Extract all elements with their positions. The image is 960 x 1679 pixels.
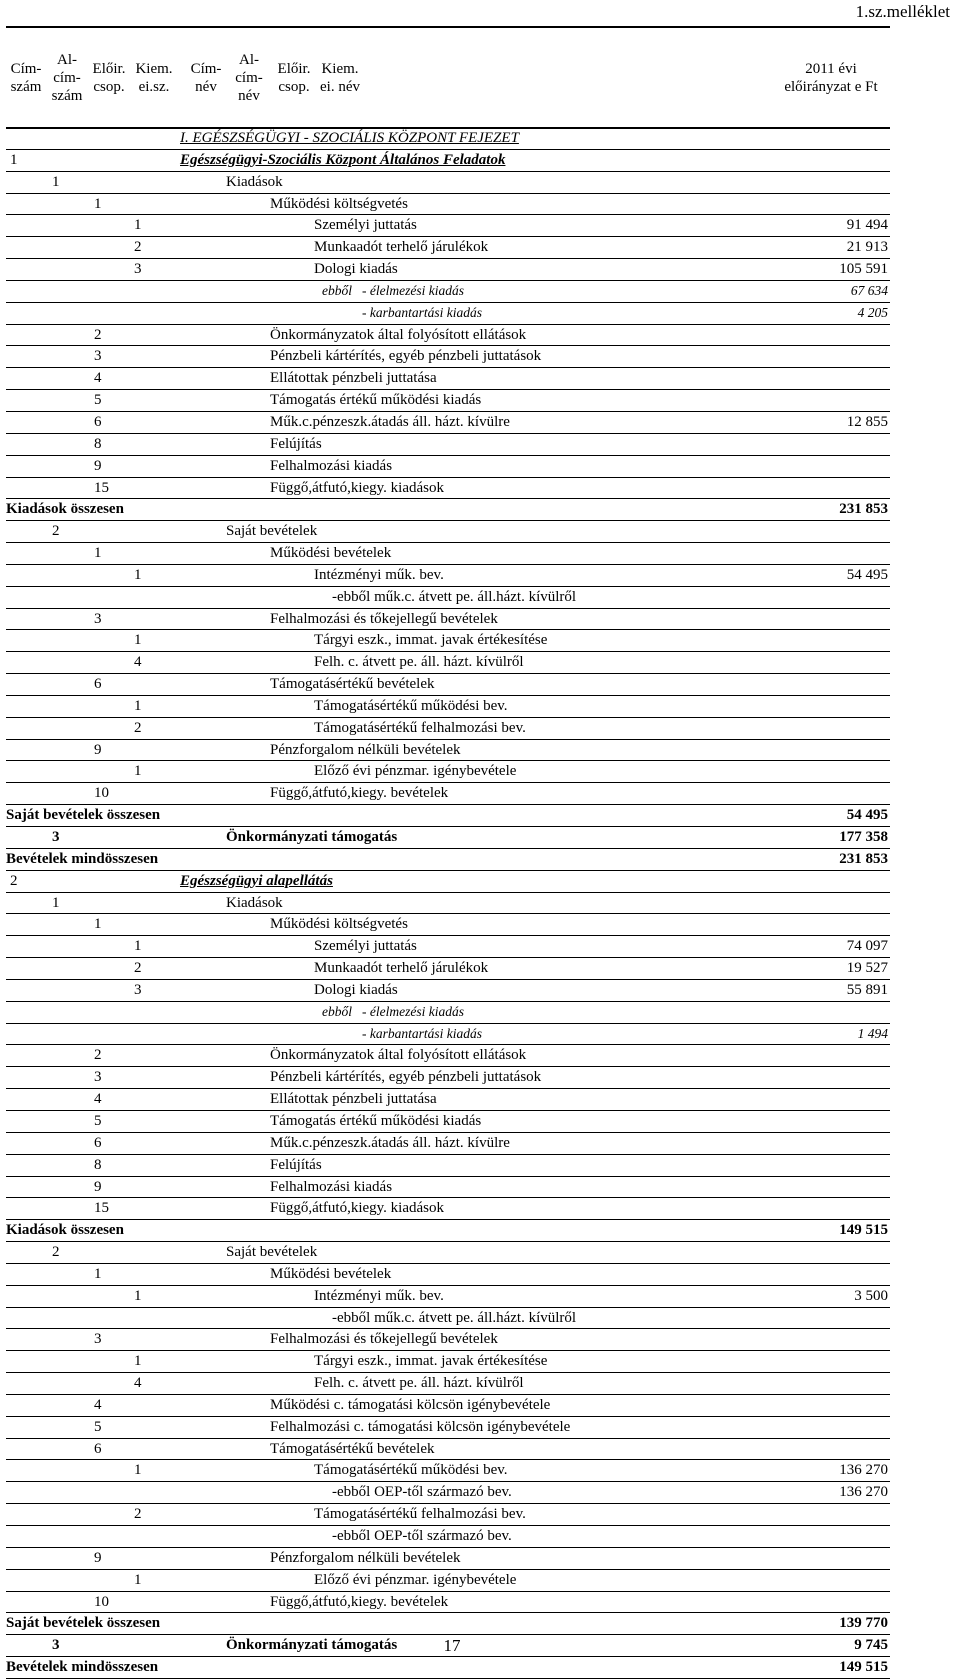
row-number: 1 [94, 916, 102, 933]
row-amount: 177 358 [839, 829, 888, 845]
row-number: 6 [94, 1134, 102, 1151]
row-label: Tárgyi eszk., immat. javak értékesítése [314, 1353, 548, 1370]
row-amount: 136 270 [839, 1484, 888, 1501]
table-row [6, 543, 890, 565]
row-number: 3 [134, 981, 142, 998]
row-amount: 91 494 [846, 217, 888, 234]
table-row [6, 1592, 890, 1614]
row-label: Támogatásértékű működési bev. [314, 697, 508, 714]
table-row [6, 1329, 890, 1351]
row-number: 1 [134, 1353, 142, 1370]
row-label: Pénzforgalom nélküli bevételek [270, 1549, 461, 1566]
table-row [6, 980, 890, 1002]
row-label: Felhalmozási c. támogatási kölcsön igénybevétele [270, 1418, 571, 1435]
table-header [6, 26, 890, 129]
row-label: Felh. c. átvett pe. áll. házt. kívülről [314, 1375, 524, 1392]
row-label: Támogatásértékű bevételek [270, 676, 435, 693]
row-label: Felújítás [270, 435, 322, 452]
row-number: 1 [52, 173, 60, 190]
row-number: 1 [134, 1462, 142, 1479]
table-row [6, 1198, 890, 1220]
row-number: 9 [94, 457, 102, 474]
row-label: Pénzforgalom nélküli bevételek [270, 741, 461, 758]
row-label: Önkormányzati támogatás [226, 829, 398, 845]
table-row [6, 128, 890, 150]
row-number: 3 [94, 1069, 102, 1086]
table-row [6, 1155, 890, 1177]
row-amount: 55 891 [846, 981, 888, 998]
header-kiem-ei-nev: Kiem. ei. név [320, 60, 360, 95]
row-number: 15 [94, 479, 109, 496]
row-label: Intézményi műk. bev. [314, 566, 444, 583]
table-row [6, 259, 890, 281]
table-row [6, 1613, 890, 1635]
table-row [6, 1526, 890, 1548]
row-label: - élelmezési kiadás [362, 1003, 464, 1019]
row-number: 3 [94, 348, 102, 365]
row-number: 3 [52, 829, 60, 845]
table-row [6, 1177, 890, 1199]
row-number: 1 [134, 697, 142, 714]
row-label: Függő,átfutó,kiegy. bevételek [270, 785, 449, 802]
row-amount: 54 495 [846, 566, 888, 583]
row-number: 6 [94, 676, 102, 693]
budget-rows [6, 128, 890, 1679]
row-label: Saját bevételek [226, 1244, 318, 1261]
row-number: 9 [94, 1178, 102, 1195]
table-row [6, 674, 890, 696]
row-label: Pénzbeli kártérítés, egyéb pénzbeli juttatások [270, 1069, 542, 1086]
row-label: Működési bevételek [270, 545, 392, 562]
row-label: Működési költségvetés [270, 195, 408, 212]
row-number: 1 [52, 894, 60, 911]
table-row [6, 1417, 890, 1439]
row-label: Bevételek mindösszesen [6, 1659, 159, 1676]
table-row [6, 849, 890, 871]
row-amount: 4 205 [857, 304, 888, 320]
row-label: I. EGÉSZSÉGÜGYI - SZOCIÁLIS KÖZPONT FEJEZET [180, 130, 519, 146]
row-label: Pénzbeli kártérítés, egyéb pénzbeli juttatások [270, 348, 542, 365]
row-label: Munkaadót terhelő járulékok [314, 239, 489, 256]
row-label: Kiadások [226, 894, 283, 911]
annex-label: 1.sz.melléklet [855, 2, 950, 21]
table-row [6, 1308, 890, 1330]
row-number: 3 [94, 610, 102, 627]
table-row [6, 1089, 890, 1111]
row-prefix: ebből [322, 1003, 352, 1019]
table-row [6, 1373, 890, 1395]
row-label: Támogatás értékű működési kiadás [270, 392, 482, 409]
table-row [6, 325, 890, 347]
table-row [6, 696, 890, 718]
table-row [6, 958, 890, 980]
row-label: Műk.c.pénzeszk.átadás áll. házt. kívülre [270, 413, 510, 430]
row-number: 2 [52, 523, 60, 540]
row-label: Működési c. támogatási kölcsön igénybevétele [270, 1396, 551, 1413]
header-eloir-csop: Előir. csop. [92, 60, 126, 95]
row-label: - karbantartási kiadás [362, 1025, 482, 1041]
row-label: Saját bevételek összesen [6, 807, 161, 824]
row-number: 2 [134, 719, 142, 736]
row-amount: 105 591 [839, 261, 888, 278]
row-number: 2 [94, 1047, 102, 1064]
table-row [6, 412, 890, 434]
row-label: Dologi kiadás [314, 981, 398, 998]
table-row [6, 609, 890, 631]
header-alcim-szam: Al-cím-szám [51, 51, 83, 104]
row-number: 1 [134, 938, 142, 955]
table-row [6, 303, 890, 325]
row-label: Önkormányzati támogatás [226, 1637, 398, 1654]
row-number: 3 [52, 1637, 60, 1654]
row-label: Kiadások összesen [6, 501, 124, 518]
table-row [6, 281, 890, 303]
row-amount: 67 634 [850, 282, 888, 298]
row-label: Személyi juttatás [314, 217, 417, 234]
row-label: Kiadások [226, 173, 283, 190]
row-amount: 1 494 [857, 1025, 888, 1041]
row-number: 4 [134, 654, 142, 671]
row-label: Önkormányzatok által folyósított ellátások [270, 326, 527, 343]
row-prefix: ebből [322, 282, 352, 298]
row-label: Munkaadót terhelő járulékok [314, 960, 489, 977]
row-amount: 136 270 [839, 1462, 888, 1479]
row-number: 4 [94, 1396, 102, 1413]
row-number: 10 [94, 1593, 109, 1610]
row-number: 1 [134, 632, 142, 649]
table-row [6, 827, 890, 849]
row-number: 2 [134, 960, 142, 977]
row-label: Felhalmozási kiadás [270, 1178, 393, 1195]
row-number: 1 [134, 763, 142, 780]
row-label: Támogatásértékű felhalmozási bev. [314, 1506, 526, 1523]
row-number: 2 [94, 326, 102, 343]
table-row [6, 565, 890, 587]
header-alcim-nev: Al-cím-név [235, 51, 263, 104]
row-number: 6 [94, 1440, 102, 1457]
table-row [6, 761, 890, 783]
table-row [6, 215, 890, 237]
row-label: Működési költségvetés [270, 916, 408, 933]
table-row [6, 1045, 890, 1067]
header-kiem-ei-sz: Kiem. ei.sz. [135, 60, 173, 95]
row-amount: 3 500 [854, 1287, 888, 1304]
table-row [6, 1657, 890, 1679]
row-number: 9 [94, 1549, 102, 1566]
table-row [6, 1133, 890, 1155]
row-label: Függő,átfutó,kiegy. kiadások [270, 479, 445, 496]
row-number: 10 [94, 785, 109, 802]
row-label: Intézményi műk. bev. [314, 1287, 444, 1304]
row-number: 8 [94, 435, 102, 452]
row-label: Egészségügyi-Szociális Központ Általános Feladatok [180, 151, 506, 168]
table-row [6, 194, 890, 216]
row-label: Bevételek mindösszesen [6, 850, 159, 867]
row-number: 9 [94, 741, 102, 758]
table-row [6, 740, 890, 762]
row-number: 2 [134, 239, 142, 256]
row-label: Műk.c.pénzeszk.átadás áll. házt. kívülre [270, 1134, 510, 1151]
row-label: Felhalmozási és tőkejellegű bevételek [270, 610, 498, 627]
row-number: 1 [134, 566, 142, 583]
row-label: Felhalmozási kiadás [270, 457, 393, 474]
row-amount: 139 770 [839, 1615, 888, 1632]
table-row [6, 1504, 890, 1526]
table-row [6, 1460, 890, 1482]
row-label: Saját bevételek [226, 523, 318, 540]
table-row [6, 1067, 890, 1089]
row-amount: 231 853 [839, 501, 888, 518]
table-row [6, 478, 890, 500]
table-row [6, 390, 890, 412]
table-row [6, 652, 890, 674]
row-label: Működési bevételek [270, 1265, 392, 1282]
table-row [6, 1111, 890, 1133]
row-label: Támogatásértékű felhalmozási bev. [314, 719, 526, 736]
row-amount: 19 527 [846, 960, 888, 977]
table-row [6, 871, 890, 893]
row-label: Ellátottak pénzbeli juttatása [270, 370, 437, 387]
row-number: 1 [10, 151, 18, 168]
row-label: Támogatás értékű működési kiadás [270, 1112, 482, 1129]
row-number: 1 [94, 195, 102, 212]
header-eloiranyzat: 2011 évi előirányzat e Ft [784, 60, 878, 95]
row-number: 5 [94, 1418, 102, 1435]
table-row [6, 150, 890, 172]
row-amount: 74 097 [846, 938, 888, 955]
row-label: Függő,átfutó,kiegy. kiadások [270, 1200, 445, 1217]
row-number: 1 [134, 217, 142, 234]
table-row [6, 1351, 890, 1373]
table-row [6, 1286, 890, 1308]
row-amount: 149 515 [839, 1659, 888, 1676]
table-row [6, 1548, 890, 1570]
row-number: 1 [94, 545, 102, 562]
header-cim-szam: Cím-szám [10, 60, 42, 95]
row-label: Támogatásértékű bevételek [270, 1440, 435, 1457]
table-row [6, 237, 890, 259]
row-label: Dologi kiadás [314, 261, 398, 278]
table-row [6, 1439, 890, 1461]
row-label: - élelmezési kiadás [362, 282, 464, 298]
table-row [6, 587, 890, 609]
row-label: Felh. c. átvett pe. áll. házt. kívülről [314, 654, 524, 671]
table-row [6, 936, 890, 958]
table-row [6, 1395, 890, 1417]
table-row [6, 1242, 890, 1264]
row-amount: 149 515 [839, 1222, 888, 1239]
row-number: 8 [94, 1156, 102, 1173]
table-row [6, 521, 890, 543]
row-number: 1 [134, 1287, 142, 1304]
table-row [6, 1264, 890, 1286]
row-label: Függő,átfutó,kiegy. bevételek [270, 1593, 449, 1610]
row-label: Személyi juttatás [314, 938, 417, 955]
header-cim-nev: Cím-név [190, 60, 222, 95]
row-label: Előző évi pénzmar. igénybevétele [314, 763, 517, 780]
table-row [6, 368, 890, 390]
table-row [6, 914, 890, 936]
table-row [6, 893, 890, 915]
table-row [6, 1002, 890, 1024]
table-row [6, 434, 890, 456]
row-label: -ebből műk.c. átvett pe. áll.házt. kívülről [332, 588, 577, 605]
table-row [6, 456, 890, 478]
row-number: 6 [94, 413, 102, 430]
row-label: Saját bevételek összesen [6, 1615, 161, 1632]
table-row [6, 783, 890, 805]
row-label: Kiadások összesen [6, 1222, 124, 1239]
row-amount: 9 745 [854, 1637, 888, 1654]
row-label: Ellátottak pénzbeli juttatása [270, 1091, 437, 1108]
row-number: 3 [94, 1331, 102, 1348]
row-label: Önkormányzatok által folyósított ellátások [270, 1047, 527, 1064]
table-row [6, 718, 890, 740]
row-label: -ebből műk.c. átvett pe. áll.házt. kívülről [332, 1309, 577, 1326]
row-number: 4 [134, 1375, 142, 1392]
table-row [6, 346, 890, 368]
table-row [6, 805, 890, 827]
row-label: Felhalmozási és tőkejellegű bevételek [270, 1331, 498, 1348]
row-number: 5 [94, 392, 102, 409]
row-number: 2 [52, 1244, 60, 1261]
row-amount: 12 855 [846, 413, 888, 430]
row-label: Tárgyi eszk., immat. javak értékesítése [314, 632, 548, 649]
row-number: 3 [134, 261, 142, 278]
row-amount: 231 853 [839, 850, 888, 867]
row-label: Támogatásértékű működési bev. [314, 1462, 508, 1479]
row-label: Felújítás [270, 1156, 322, 1173]
row-number: 2 [134, 1506, 142, 1523]
table-row [6, 1024, 890, 1046]
table-row [6, 172, 890, 194]
row-amount: 54 495 [846, 807, 888, 824]
row-label: - karbantartási kiadás [362, 304, 482, 320]
header-eloir-csop-nev: Előir. csop. [277, 60, 311, 95]
row-label: Előző évi pénzmar. igénybevétele [314, 1571, 517, 1588]
row-number: 1 [134, 1571, 142, 1588]
row-amount: 21 913 [846, 239, 888, 256]
row-label: -ebből OEP-től származó bev. [332, 1528, 512, 1544]
row-number: 15 [94, 1200, 109, 1217]
row-number: 4 [94, 370, 102, 387]
row-number: 5 [94, 1112, 102, 1129]
table-row [6, 1482, 890, 1504]
row-number: 1 [94, 1265, 102, 1282]
row-label: -ebből OEP-től származó bev. [332, 1484, 512, 1501]
table-row [6, 630, 890, 652]
row-number: 2 [10, 872, 18, 889]
row-label: Egészségügyi alapellátás [180, 872, 333, 889]
row-number: 4 [94, 1091, 102, 1108]
page-number: 17 [443, 1636, 461, 1655]
table-row [6, 1220, 890, 1242]
table-row [6, 1570, 890, 1592]
table-row [6, 499, 890, 521]
